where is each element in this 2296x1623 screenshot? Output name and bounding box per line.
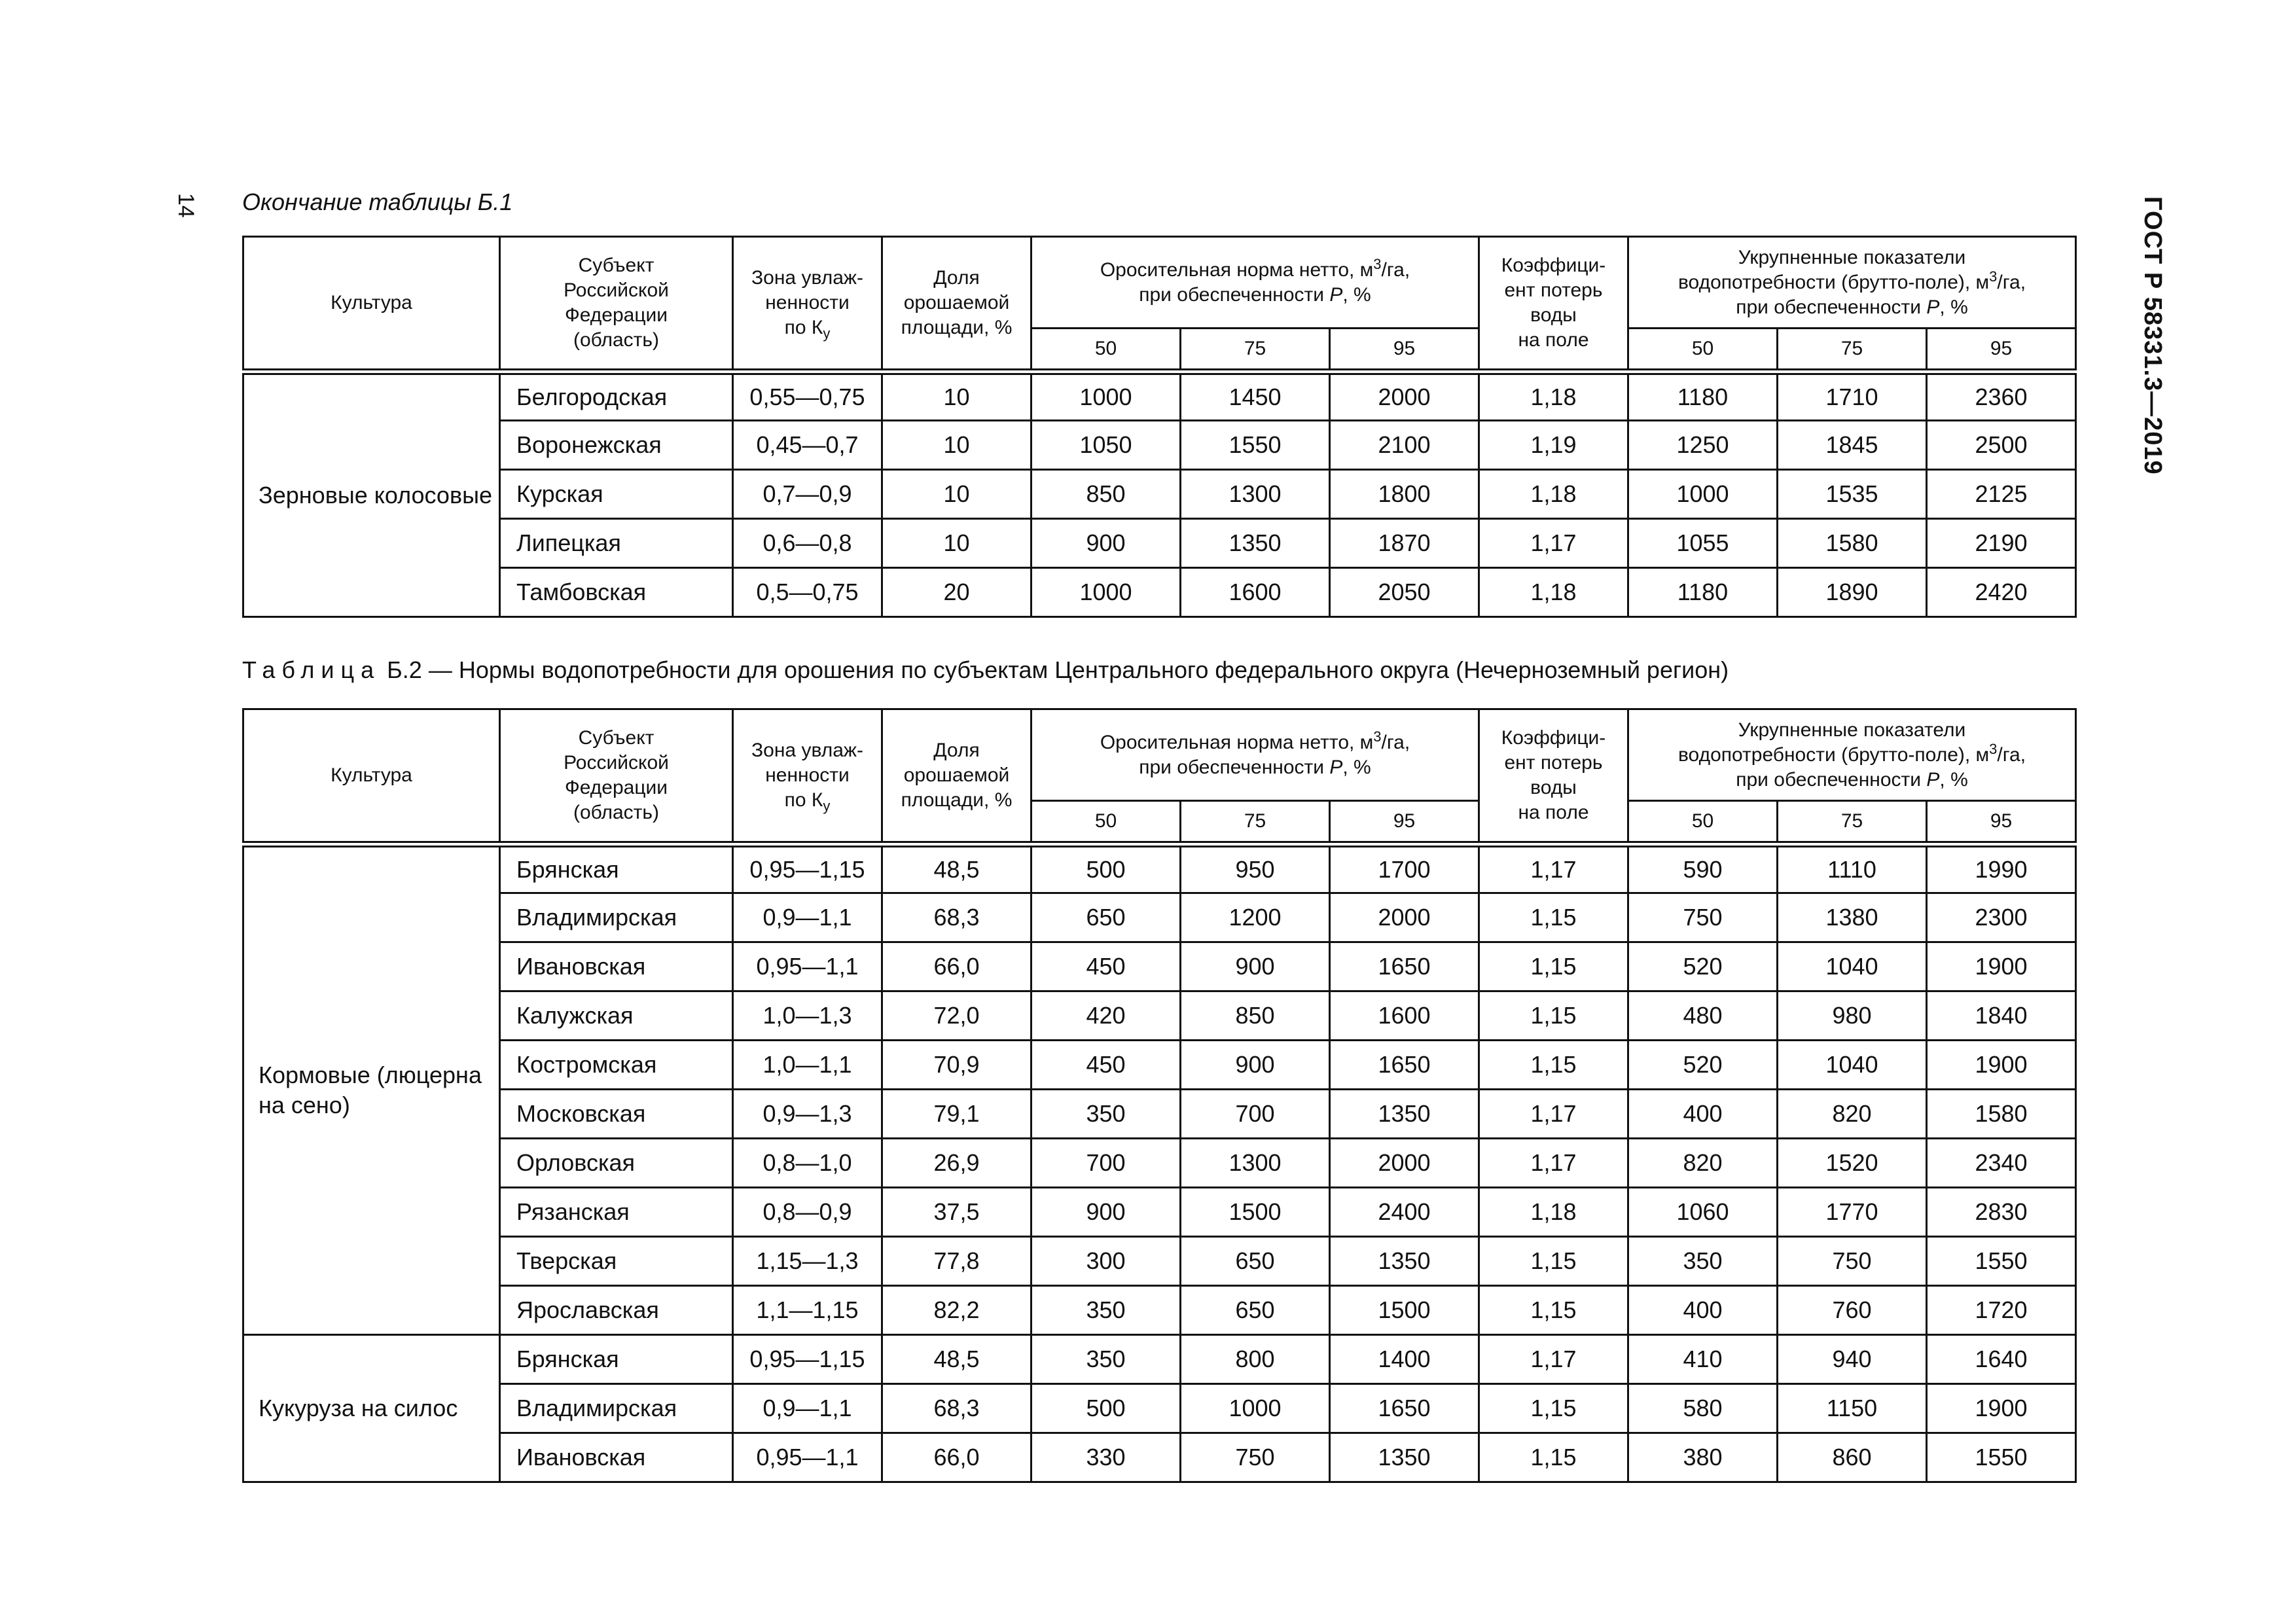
region-cell: Тверская [500,1237,733,1286]
net-p95-cell: 1870 [1330,519,1479,568]
irrigated-share-cell: 20 [882,568,1031,617]
table-row [243,991,2076,1041]
gross-p50-cell: 820 [1628,1139,1778,1188]
header-share: Доля орошаемой площади, % [882,237,1031,372]
table-row [243,1041,2076,1090]
region-cell: Рязанская [500,1188,733,1237]
header-gross-p95: 95 [1927,801,2076,844]
loss-coefficient-cell: 1,15 [1479,942,1628,991]
net-p50-cell: 1000 [1031,372,1181,421]
region-cell: Владимирская [500,893,733,942]
irrigated-share-cell: 10 [882,372,1031,421]
gross-p50-cell: 580 [1628,1384,1778,1433]
gross-p95-cell: 2190 [1927,519,2076,568]
irrigated-share-cell: 10 [882,421,1031,470]
table-row [243,568,2076,617]
table-row [243,1237,2076,1286]
net-p75-cell: 1450 [1181,372,1330,421]
net-p75-cell: 1600 [1181,568,1330,617]
header-net-norm: Оросительная норма нетто, $м^3/га$, при обеспеченности Р, % [1031,237,1479,329]
net-p50-cell: 700 [1031,1139,1181,1188]
gross-p75-cell: 1580 [1778,519,1927,568]
net-p50-cell: 420 [1031,991,1181,1041]
header-net-p75: 75 [1181,801,1330,844]
gross-p95-cell: 1550 [1927,1433,2076,1482]
gross-p95-cell: 1900 [1927,1041,2076,1090]
irrigated-share-cell: 79,1 [882,1090,1031,1139]
net-p95-cell: 1650 [1330,1041,1479,1090]
net-p75-cell: 750 [1181,1433,1330,1482]
gross-p95-cell: 1990 [1927,844,2076,893]
gross-p50-cell: 520 [1628,1041,1778,1090]
header-gross-p50: 50 [1628,329,1778,372]
table-row [243,1286,2076,1335]
gross-p50-cell: 750 [1628,893,1778,942]
moisture-zone-cell: 0,5—0,75 [733,568,882,617]
header-net-p50: 50 [1031,801,1181,844]
irrigated-share-cell: 66,0 [882,942,1031,991]
net-p50-cell: 330 [1031,1433,1181,1482]
irrigated-share-cell: 70,9 [882,1041,1031,1090]
net-p75-cell: 650 [1181,1237,1330,1286]
standard-designation: ГОСТ Р 58331.3—2019 [2139,196,2166,475]
gross-p75-cell: 1110 [1778,844,1927,893]
gross-p95-cell: 1550 [1927,1237,2076,1286]
table2-caption-label: Таблица [242,656,381,683]
culture-cell: Кормовые (люцерна на сено) [243,844,500,1335]
net-p50-cell: 450 [1031,1041,1181,1090]
gross-p50-cell: 1060 [1628,1188,1778,1237]
gross-p50-cell: 400 [1628,1286,1778,1335]
gross-p95-cell: 2830 [1927,1188,2076,1237]
header-culture: Культура [243,237,500,372]
gross-p95-cell: 2500 [1927,421,2076,470]
region-cell: Ивановская [500,1433,733,1482]
loss-coefficient-cell: 1,18 [1479,1188,1628,1237]
irrigated-share-cell: 72,0 [882,991,1031,1041]
gross-p50-cell: 480 [1628,991,1778,1041]
net-p95-cell: 2100 [1330,421,1479,470]
net-p95-cell: 1600 [1330,991,1479,1041]
region-cell: Калужская [500,991,733,1041]
net-p95-cell: 1800 [1330,470,1479,519]
irrigated-share-cell: 48,5 [882,1335,1031,1384]
loss-coefficient-cell: 1,15 [1479,1433,1628,1482]
gross-p75-cell: 1040 [1778,1041,1927,1090]
loss-coefficient-cell: 1,15 [1479,1286,1628,1335]
moisture-zone-cell: 0,9—1,1 [733,1384,882,1433]
header-culture: Культура [243,709,500,844]
irrigated-share-cell: 68,3 [882,1384,1031,1433]
header-net-p95: 95 [1330,801,1479,844]
header-gross-p95: 95 [1927,329,2076,372]
net-p75-cell: 800 [1181,1335,1330,1384]
irrigated-share-cell: 77,8 [882,1237,1031,1286]
table2-caption [242,656,1729,684]
net-p50-cell: 1000 [1031,568,1181,617]
loss-coefficient-cell: 1,18 [1479,470,1628,519]
culture-cell: Зерновые колосовые [243,372,500,617]
gross-p75-cell: 1845 [1778,421,1927,470]
gross-p50-cell: 1055 [1628,519,1778,568]
gross-p75-cell: 1380 [1778,893,1927,942]
gross-p75-cell: 980 [1778,991,1927,1041]
header-net-p75: 75 [1181,329,1330,372]
moisture-zone-cell: 0,95—1,1 [733,1433,882,1482]
net-p75-cell: 1300 [1181,1139,1330,1188]
gross-p50-cell: 1000 [1628,470,1778,519]
table-row [243,1433,2076,1482]
gross-p75-cell: 940 [1778,1335,1927,1384]
header-subject: Субъект Российской Федерации (область) [500,709,733,844]
moisture-zone-cell: 1,0—1,3 [733,991,882,1041]
irrigated-share-cell: 68,3 [882,893,1031,942]
gross-p95-cell: 1580 [1927,1090,2076,1139]
net-p95-cell: 1350 [1330,1433,1479,1482]
gross-p95-cell: 1900 [1927,942,2076,991]
region-cell: Белгородская [500,372,733,421]
loss-coefficient-cell: 1,19 [1479,421,1628,470]
table2-body [243,844,2076,1482]
net-p50-cell: 350 [1031,1335,1181,1384]
loss-coefficient-cell: 1,17 [1479,519,1628,568]
header-gross-p75: 75 [1778,801,1927,844]
net-p75-cell: 1200 [1181,893,1330,942]
table-b1-end [242,236,2077,618]
table-row [243,893,2076,942]
gross-p95-cell: 1640 [1927,1335,2076,1384]
irrigated-share-cell: 66,0 [882,1433,1031,1482]
header-net-norm: Оросительная норма нетто, $м^3/га$, при обеспеченности Р, % [1031,709,1479,801]
gross-p95-cell: 1840 [1927,991,2076,1041]
loss-coefficient-cell: 1,17 [1479,1139,1628,1188]
header-gross-p50: 50 [1628,801,1778,844]
irrigated-share-cell: 26,9 [882,1139,1031,1188]
moisture-zone-cell: 0,8—1,0 [733,1139,882,1188]
net-p50-cell: 350 [1031,1286,1181,1335]
gross-p95-cell: 1900 [1927,1384,2076,1433]
region-cell: Московская [500,1090,733,1139]
gross-p75-cell: 860 [1778,1433,1927,1482]
net-p75-cell: 950 [1181,844,1330,893]
table-row [243,470,2076,519]
net-p50-cell: 300 [1031,1237,1181,1286]
gross-p75-cell: 1710 [1778,372,1927,421]
header-gross-p75: 75 [1778,329,1927,372]
gross-p50-cell: 590 [1628,844,1778,893]
net-p75-cell: 1000 [1181,1384,1330,1433]
header-gross-indicators: Укрупненные показатели водопотребности (брутто-поле), $м^3/га$, при обеспеченности Р, % [1628,237,2076,329]
gross-p95-cell: 1720 [1927,1286,2076,1335]
net-p75-cell: 1300 [1181,470,1330,519]
table1-caption: Окончание таблицы Б.1 [242,188,513,215]
loss-coefficient-cell: 1,15 [1479,1237,1628,1286]
net-p75-cell: 900 [1181,942,1330,991]
net-p95-cell: 1400 [1330,1335,1479,1384]
moisture-zone-cell: 0,45—0,7 [733,421,882,470]
table-row [243,372,2076,421]
irrigated-share-cell: 10 [882,519,1031,568]
net-p75-cell: 700 [1181,1090,1330,1139]
region-cell: Костромская [500,1041,733,1090]
gross-p75-cell: 1040 [1778,942,1927,991]
gross-p75-cell: 1520 [1778,1139,1927,1188]
net-p95-cell: 2400 [1330,1188,1479,1237]
region-cell: Брянская [500,1335,733,1384]
irrigated-share-cell: 37,5 [882,1188,1031,1237]
moisture-zone-cell: 0,6—0,8 [733,519,882,568]
gross-p75-cell: 1890 [1778,568,1927,617]
gross-p75-cell: 1770 [1778,1188,1927,1237]
moisture-zone-cell: 0,95—1,15 [733,844,882,893]
net-p50-cell: 500 [1031,1384,1181,1433]
gross-p75-cell: 1150 [1778,1384,1927,1433]
loss-coefficient-cell: 1,15 [1479,1384,1628,1433]
region-cell: Липецкая [500,519,733,568]
gross-p75-cell: 1535 [1778,470,1927,519]
gross-p75-cell: 760 [1778,1286,1927,1335]
header-loss-coefficient: Коэффици- ент потерь воды на поле [1479,709,1628,844]
net-p75-cell: 1350 [1181,519,1330,568]
net-p95-cell: 2000 [1330,893,1479,942]
gross-p75-cell: 820 [1778,1090,1927,1139]
table-row [243,1384,2076,1433]
net-p95-cell: 1350 [1330,1237,1479,1286]
region-cell: Орловская [500,1139,733,1188]
loss-coefficient-cell: 1,17 [1479,1090,1628,1139]
net-p75-cell: 1550 [1181,421,1330,470]
header-loss-coefficient: Коэффици- ент потерь воды на поле [1479,237,1628,372]
net-p95-cell: 1500 [1330,1286,1479,1335]
net-p75-cell: 900 [1181,1041,1330,1090]
net-p75-cell: 650 [1181,1286,1330,1335]
table1-body [243,372,2076,617]
loss-coefficient-cell: 1,17 [1479,1335,1628,1384]
moisture-zone-cell: 1,1—1,15 [733,1286,882,1335]
net-p75-cell: 1500 [1181,1188,1330,1237]
net-p50-cell: 350 [1031,1090,1181,1139]
gross-p50-cell: 1180 [1628,372,1778,421]
net-p50-cell: 650 [1031,893,1181,942]
region-cell: Воронежская [500,421,733,470]
loss-coefficient-cell: 1,15 [1479,893,1628,942]
region-cell: Тамбовская [500,568,733,617]
net-p50-cell: 900 [1031,1188,1181,1237]
table-row [243,1188,2076,1237]
gross-p50-cell: 400 [1628,1090,1778,1139]
region-cell: Владимирская [500,1384,733,1433]
net-p95-cell: 2000 [1330,372,1479,421]
moisture-zone-cell: 0,95—1,15 [733,1335,882,1384]
region-cell: Брянская [500,844,733,893]
header-subject: Субъект Российской Федерации (область) [500,237,733,372]
table-row [243,942,2076,991]
irrigated-share-cell: 48,5 [882,844,1031,893]
net-p95-cell: 1650 [1330,1384,1479,1433]
moisture-zone-cell: 0,9—1,1 [733,893,882,942]
gross-p50-cell: 410 [1628,1335,1778,1384]
gross-p95-cell: 2340 [1927,1139,2076,1188]
table-row [243,1139,2076,1188]
loss-coefficient-cell: 1,15 [1479,991,1628,1041]
net-p75-cell: 850 [1181,991,1330,1041]
irrigated-share-cell: 82,2 [882,1286,1031,1335]
moisture-zone-cell: 0,95—1,1 [733,942,882,991]
moisture-zone-cell: 1,0—1,1 [733,1041,882,1090]
gross-p95-cell: 2420 [1927,568,2076,617]
gross-p50-cell: 1180 [1628,568,1778,617]
net-p50-cell: 500 [1031,844,1181,893]
header-net-p95: 95 [1330,329,1479,372]
loss-coefficient-cell: 1,17 [1479,844,1628,893]
page-number: 14 [173,193,198,218]
net-p95-cell: 2000 [1330,1139,1479,1188]
table2-caption-text: Б.2 — Нормы водопотребности для орошения по субъектам Центрального федерального округа (Нечерноземный регион) [387,656,1729,683]
header-net-p50: 50 [1031,329,1181,372]
region-cell: Курская [500,470,733,519]
table-row [243,1335,2076,1384]
gross-p50-cell: 380 [1628,1433,1778,1482]
gross-p95-cell: 2360 [1927,372,2076,421]
gross-p50-cell: 520 [1628,942,1778,991]
loss-coefficient-cell: 1,18 [1479,372,1628,421]
table-row [243,844,2076,893]
header-gross-indicators: Укрупненные показатели водопотребности (брутто-поле), $м^3/га$, при обеспеченности Р, % [1628,709,2076,801]
header-share: Доля орошаемой площади, % [882,709,1031,844]
net-p95-cell: 1350 [1330,1090,1479,1139]
culture-cell: Кукуруза на силос [243,1335,500,1482]
moisture-zone-cell: 0,9—1,3 [733,1090,882,1139]
table-b2 [242,708,2077,1483]
gross-p75-cell: 750 [1778,1237,1927,1286]
moisture-zone-cell: 0,8—0,9 [733,1188,882,1237]
net-p95-cell: 1700 [1330,844,1479,893]
table-row [243,1090,2076,1139]
loss-coefficient-cell: 1,18 [1479,568,1628,617]
gross-p95-cell: 2125 [1927,470,2076,519]
region-cell: Ярославская [500,1286,733,1335]
header-zone: Зона увлаж- ненности по $К_у$ [733,709,882,844]
net-p50-cell: 1050 [1031,421,1181,470]
moisture-zone-cell: 1,15—1,3 [733,1237,882,1286]
table-row [243,519,2076,568]
net-p95-cell: 2050 [1330,568,1479,617]
net-p50-cell: 850 [1031,470,1181,519]
gross-p50-cell: 1250 [1628,421,1778,470]
loss-coefficient-cell: 1,15 [1479,1041,1628,1090]
header-zone: Зона увлаж- ненности по $К_у$ [733,237,882,372]
moisture-zone-cell: 0,7—0,9 [733,470,882,519]
net-p50-cell: 900 [1031,519,1181,568]
region-cell: Ивановская [500,942,733,991]
net-p50-cell: 450 [1031,942,1181,991]
gross-p95-cell: 2300 [1927,893,2076,942]
irrigated-share-cell: 10 [882,470,1031,519]
net-p95-cell: 1650 [1330,942,1479,991]
moisture-zone-cell: 0,55—0,75 [733,372,882,421]
gross-p50-cell: 350 [1628,1237,1778,1286]
table-row [243,421,2076,470]
